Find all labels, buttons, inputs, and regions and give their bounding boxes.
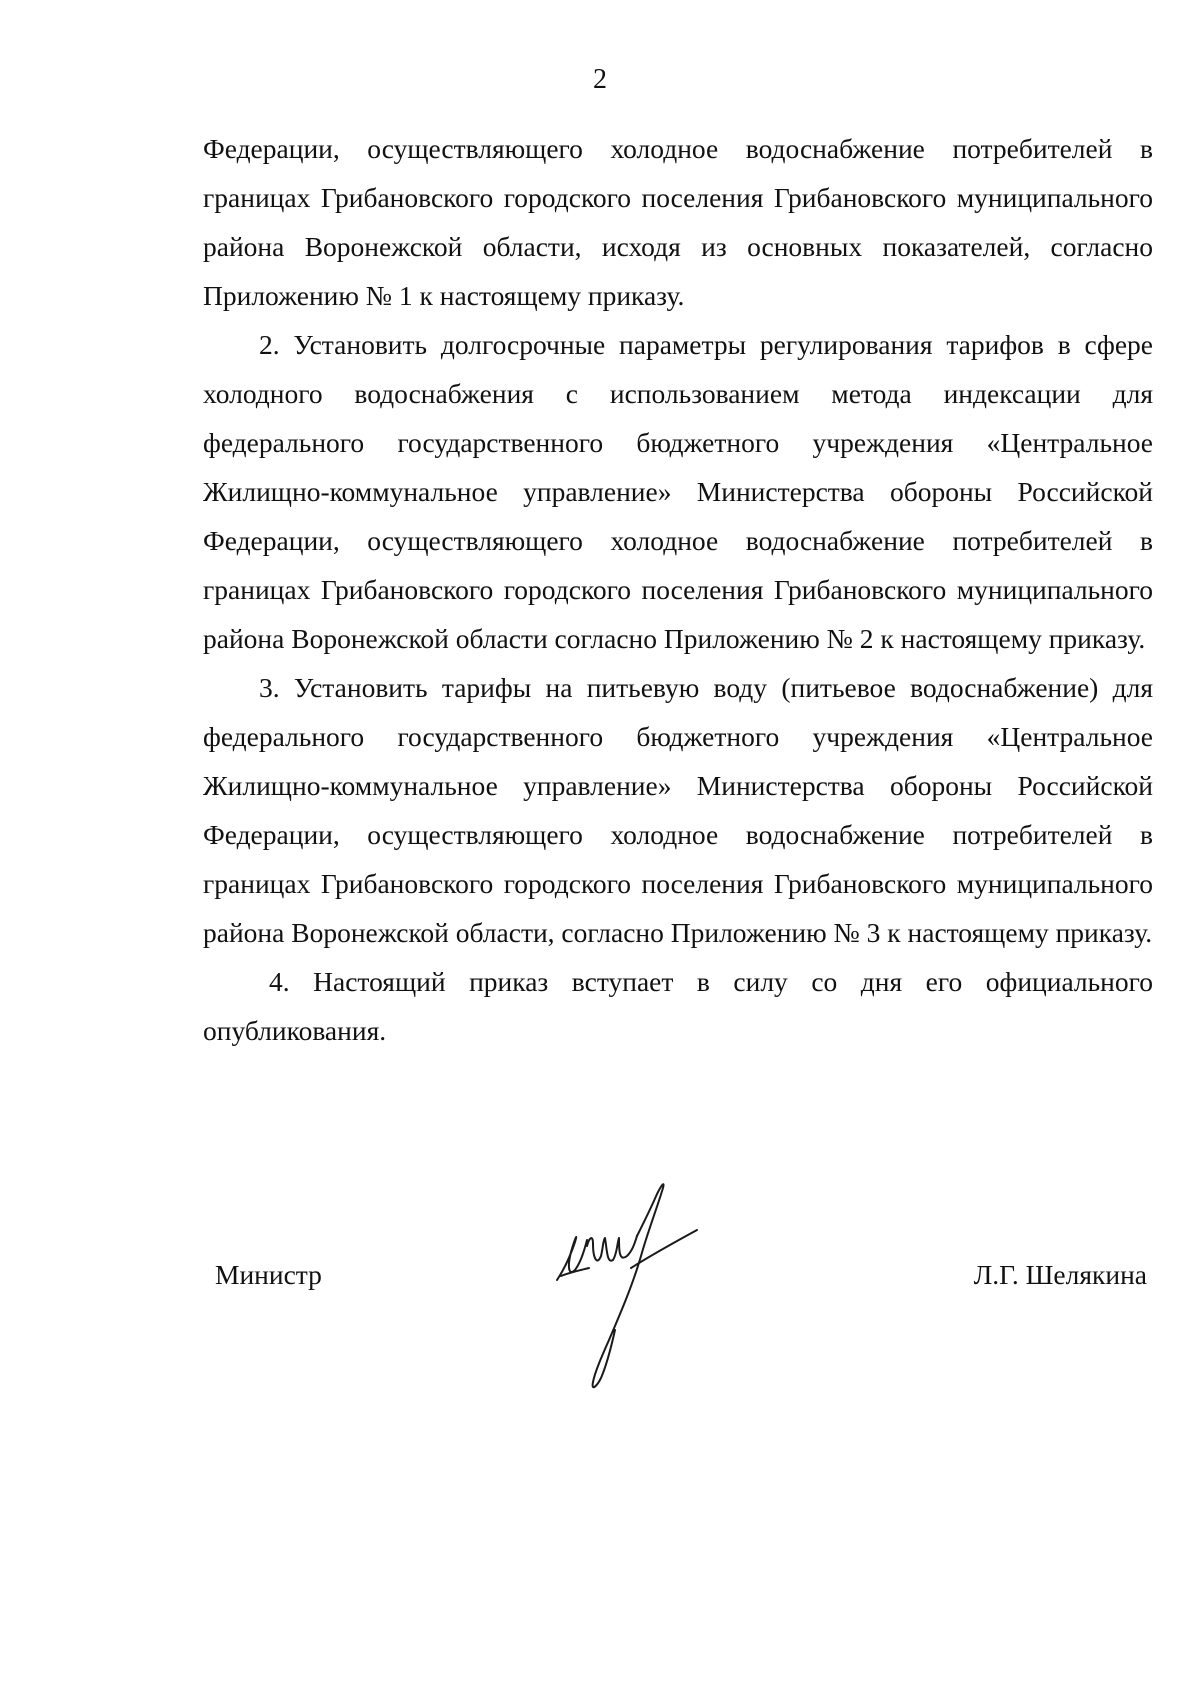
handwritten-signature (545, 1172, 725, 1402)
paragraph-continuation: Федерации, осуществляющего холодное водоснабжение потребителей в границах Грибановского городского поселения Грибановского муниципального района Воронежской области, исходя из основных показателей, согласно Приложению № 1 к настоящему приказу. (203, 133, 1153, 311)
paragraph-item-4: 4. Настоящий приказ вступает в силу со дня его официального опубликования. (203, 966, 1153, 1046)
document-body (203, 124, 1153, 1055)
paragraph-item-2: 2. Установить долгосрочные параметры регулирования тарифов в сфере холодного водоснабжения с использованием метода индексации для федерального государственного бюджетного учреждения «Центральное Жилищно-коммунальное управление» Министерства обороны Российской Федерации, осуществляющего холодное водоснабжение потребителей в границах Грибановского городского поселения Грибановского муниципального района Воронежской области согласно Приложению № 2 к настоящему приказу. (203, 329, 1153, 654)
signatory-name: Л.Г. Шелякина (973, 1259, 1147, 1290)
paragraph-item-3: 3. Установить тарифы на питьевую воду (питьевое водоснабжение) для федерального государственного бюджетного учреждения «Центральное Жилищно-коммунальное управление» Министерства обороны Российской Федерации, осуществляющего холодное водоснабжение потребителей в границах Грибановского городского поселения Грибановского муниципального района Воронежской области, согласно Приложению № 3 к настоящему приказу. (203, 672, 1153, 948)
page-number: 2 (593, 64, 607, 95)
signatory-position: Министр (215, 1259, 322, 1290)
